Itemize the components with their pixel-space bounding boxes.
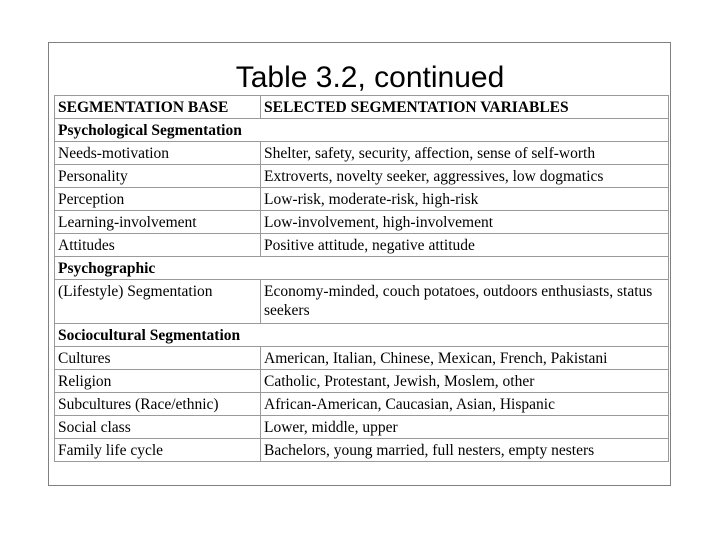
section-row	[55, 257, 669, 280]
base-cell: Cultures	[58, 350, 111, 367]
base-cell: Subcultures (Race/ethnic)	[58, 396, 219, 413]
table-row	[55, 393, 669, 416]
table-row	[55, 165, 669, 188]
variables-cell: American, Italian, Chinese, Mexican, French, Pakistani	[264, 350, 608, 367]
variables-cell: Lower, middle, upper	[264, 419, 398, 436]
header-segmentation-variables: SELECTED SEGMENTATION VARIABLES	[264, 99, 569, 116]
section-sociocultural: Sociocultural Segmentation	[58, 327, 241, 344]
base-cell: Needs-motivation	[58, 145, 170, 162]
table-row	[55, 142, 669, 165]
table-row	[55, 370, 669, 393]
variables-cell: Catholic, Protestant, Jewish, Moslem, other	[264, 373, 535, 390]
variables-cell: Economy-minded, couch potatoes, outdoors enthusiasts, status seekers	[264, 283, 653, 319]
segmentation-table	[54, 95, 669, 462]
base-cell: Learning-involvement	[58, 214, 197, 231]
variables-cell: Shelter, safety, security, affection, sense of self-worth	[264, 145, 596, 162]
base-cell: (Lifestyle) Segmentation	[58, 283, 213, 300]
base-cell: Religion	[58, 373, 112, 390]
variables-cell: Positive attitude, negative attitude	[264, 237, 475, 254]
page-title: Table 3.2, continued	[235, 61, 505, 94]
variables-cell: African-American, Caucasian, Asian, Hispanic	[264, 396, 555, 413]
header-segmentation-base: SEGMENTATION BASE	[58, 99, 229, 116]
table-row	[55, 188, 669, 211]
section-psychographic: Psychographic	[58, 260, 156, 277]
base-cell: Personality	[58, 168, 128, 185]
variables-cell: Low-involvement, high-involvement	[264, 214, 494, 231]
variables-cell: Extroverts, novelty seeker, aggressives, low dogmatics	[264, 168, 604, 185]
section-psychological: Psychological Segmentation	[58, 122, 242, 139]
section-row	[55, 119, 669, 142]
table-row	[55, 347, 669, 370]
table-row	[55, 439, 669, 462]
table-row	[55, 234, 669, 257]
base-cell: Social class	[58, 419, 131, 436]
base-cell: Perception	[58, 191, 125, 208]
table-row	[55, 211, 669, 234]
table-header-row	[55, 96, 669, 119]
table-row	[55, 280, 669, 324]
table-row	[55, 416, 669, 439]
base-cell: Attitudes	[58, 237, 115, 254]
variables-cell: Low-risk, moderate-risk, high-risk	[264, 191, 479, 208]
variables-cell: Bachelors, young married, full nesters, empty nesters	[264, 442, 595, 459]
base-cell: Family life cycle	[58, 442, 164, 459]
section-row	[55, 324, 669, 347]
